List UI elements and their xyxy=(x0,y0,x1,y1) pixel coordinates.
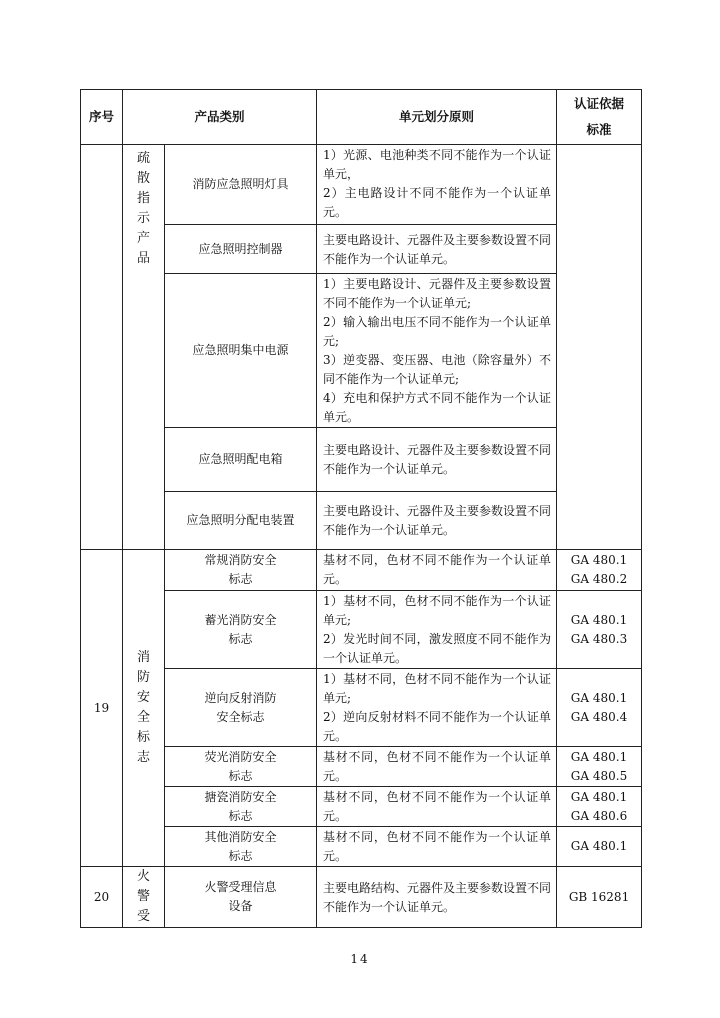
table-row xyxy=(81,145,642,225)
seq-cell-empty xyxy=(81,145,123,550)
seq-number: 20 xyxy=(81,867,123,928)
seq-number: 19 xyxy=(81,550,123,867)
category-evacuation: 疏 散 指 示 产 品 xyxy=(123,145,165,550)
standard-cell: GA 480.1 GA 480.4 xyxy=(557,669,642,747)
unit-rule: 主要电路设计、元器件及主要参数设置不同不能作为一个认证单元。 xyxy=(317,225,557,274)
category-fire-alarm: 火 警 受 xyxy=(123,867,165,928)
header-row xyxy=(81,90,642,145)
unit-rule: 基材不同，色材不同不能作为一个认证单元。 xyxy=(317,787,557,827)
product-name: 应急照明分配电装置 xyxy=(165,492,317,550)
standard-cell: GA 480.1 GA 480.2 xyxy=(557,550,642,591)
table-row xyxy=(81,787,642,827)
unit-rule: 1）基材不同，色材不同不能作为一个认证单元; 2）逆向反射材料不同不能作为一个认证单元。 xyxy=(317,669,557,747)
header-seq: 序号 xyxy=(81,90,123,145)
standard-cell-empty xyxy=(557,145,642,550)
unit-rule: 主要电路设计、元器件及主要参数设置不同不能作为一个认证单元。 xyxy=(317,428,557,492)
product-name: 搪瓷消防安全 标志 xyxy=(165,787,317,827)
table-row xyxy=(81,867,642,928)
certification-table xyxy=(80,89,642,928)
product-name: 蓄光消防安全 标志 xyxy=(165,591,317,669)
product-name: 消防应急照明灯具 xyxy=(165,145,317,225)
page-number: 14 xyxy=(350,952,370,966)
unit-rule: 1）光源、电池种类不同不能作为一个认证单元， 2）主电路设计不同不能作为一个认证单元。 xyxy=(317,145,557,225)
product-name: 应急照明集中电源 xyxy=(165,274,317,428)
product-name: 应急照明配电箱 xyxy=(165,428,317,492)
product-name: 火警受理信息 设备 xyxy=(165,867,317,928)
unit-rule: 1）主要电路设计、元器件及主要参数设置不同不能作为一个认证单元; 2）输入输出电压不同不能作为一个认证单元; 3）逆变器、变压器、电池（除容量外）不同不能作为一个认证单元; 4）充电和保护方式不同不能作为一个认证单元。 xyxy=(317,274,557,428)
product-name: 逆向反射消防 安全标志 xyxy=(165,669,317,747)
product-name: 常规消防安全 标志 xyxy=(165,550,317,591)
product-name: 荧光消防安全 标志 xyxy=(165,747,317,787)
product-name: 应急照明控制器 xyxy=(165,225,317,274)
table-row xyxy=(81,747,642,787)
unit-rule: 主要电路结构、元器件及主要参数设置不同不能作为一个认证单元。 xyxy=(317,867,557,928)
unit-rule: 1）基材不同，色材不同不能作为一个认证单元; 2）发光时间不同，激发照度不同不能作为一个认证单元。 xyxy=(317,591,557,669)
header-rule: 单元划分原则 xyxy=(317,90,557,145)
standard-cell: GA 480.1 GA 480.5 xyxy=(557,747,642,787)
standard-cell: GA 480.1 GA 480.6 xyxy=(557,787,642,827)
table-row xyxy=(81,669,642,747)
header-category: 产品类别 xyxy=(123,90,317,145)
unit-rule: 主要电路设计、元器件及主要参数设置不同不能作为一个认证单元。 xyxy=(317,492,557,550)
unit-rule: 基材不同，色材不同不能作为一个认证单元。 xyxy=(317,747,557,787)
standard-cell: GA 480.1 xyxy=(557,827,642,867)
standard-cell: GA 480.1 GA 480.3 xyxy=(557,591,642,669)
table-row xyxy=(81,591,642,669)
header-standard: 认证依据 标准 xyxy=(557,90,642,145)
category-fire-signs: 消 防 安 全 标 志 xyxy=(123,550,165,867)
unit-rule: 基材不同，色材不同不能作为一个认证单元。 xyxy=(317,827,557,867)
standard-cell: GB 16281 xyxy=(557,867,642,928)
table-row xyxy=(81,827,642,867)
product-name: 其他消防安全 标志 xyxy=(165,827,317,867)
table-row xyxy=(81,550,642,591)
unit-rule: 基材不同，色材不同不能作为一个认证单元。 xyxy=(317,550,557,591)
